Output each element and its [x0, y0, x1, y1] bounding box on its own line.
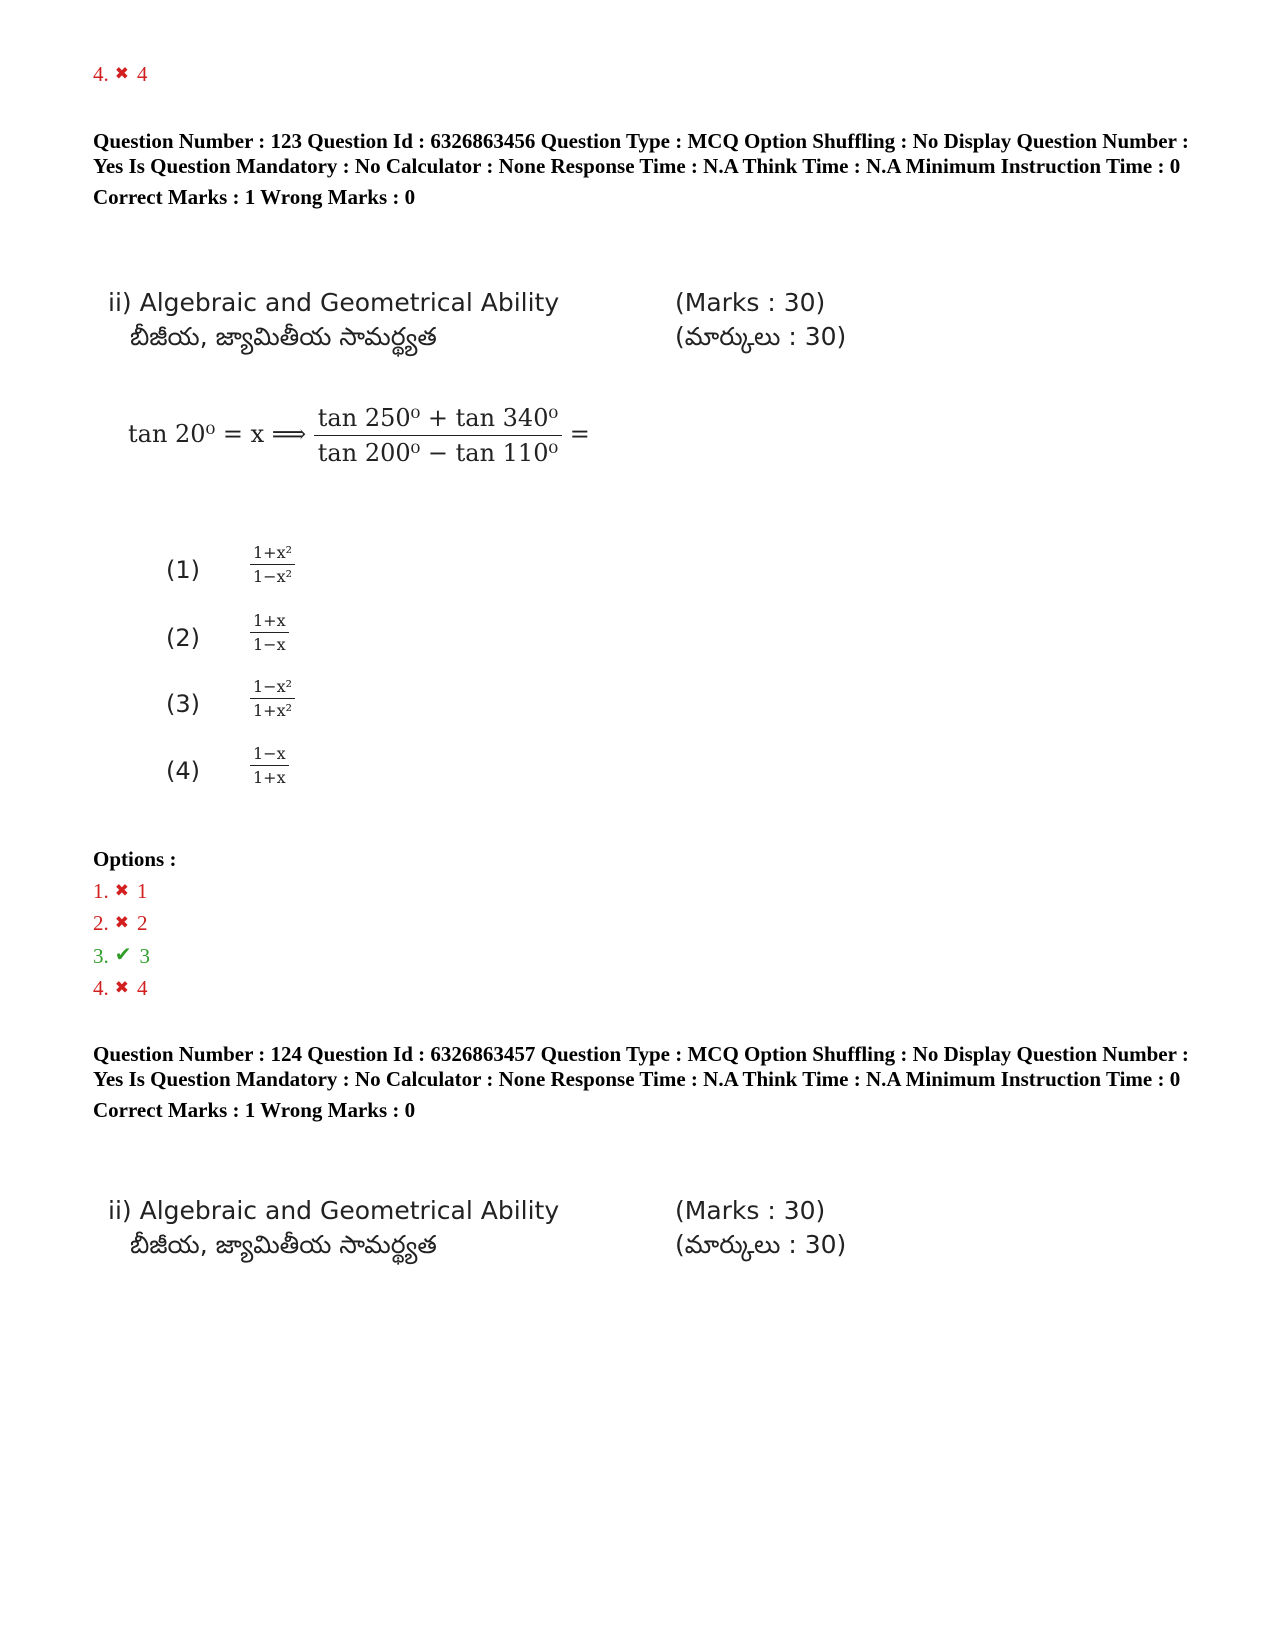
section-title: ii) Algebraic and Geometrical Ability	[108, 288, 560, 317]
choice-fraction-2	[250, 611, 289, 654]
question-124-meta	[93, 1042, 1203, 1123]
choice-label-1: (1)	[166, 556, 200, 584]
section-title: ii) Algebraic and Geometrical Ability	[108, 1196, 560, 1225]
choice-denominator: 1−x²	[250, 564, 295, 586]
choice-denominator: 1−x	[250, 632, 289, 654]
choice-fraction-3	[250, 677, 295, 720]
section-title-telugu: బీజీయ, జ్యామితీయ సామర్థ్యత	[130, 322, 437, 351]
marks-line: Correct Marks : 1 Wrong Marks : 0	[93, 185, 416, 209]
section-marks: (Marks : 30)	[675, 1196, 826, 1225]
question-123-meta	[93, 129, 1203, 210]
option-4	[93, 976, 148, 1000]
choice-numerator: 1+x²	[253, 543, 293, 562]
section-marks: (Marks : 30)	[675, 288, 826, 317]
option-3	[93, 943, 150, 968]
cross-icon: ✖	[114, 978, 129, 997]
option-value: 1	[137, 879, 148, 903]
choice-fraction-1	[250, 543, 295, 586]
options-label: Options :	[93, 847, 177, 871]
choice-fraction-4	[250, 744, 289, 787]
option-number: 1.	[93, 879, 109, 903]
option-value: 4	[137, 62, 148, 86]
option-1	[93, 879, 148, 903]
question-meta-line: Question Number : 123 Question Id : 6326863456 Question Type : MCQ Option Shuffling : No Display Question Number : Yes Is Question Mandatory : No Calculator : None Response Time : N.A Think Time : N.A Minimum Instruction Time : 0	[93, 129, 1189, 178]
choice-label-3: (3)	[166, 690, 200, 718]
question-meta-line: Question Number : 124 Question Id : 6326863457 Question Type : MCQ Option Shuffling : No Display Question Number : Yes Is Question Mandatory : No Calculator : None Response Time : N.A Think Time : N.A Minimum Instruction Time : 0	[93, 1042, 1189, 1091]
equation-numerator: tan 250⁰ + tan 340⁰	[317, 404, 559, 432]
section-marks-telugu: (మార్కులు : 30)	[675, 322, 847, 351]
section-marks-telugu: (మార్కులు : 30)	[675, 1230, 847, 1259]
option-2	[93, 911, 148, 935]
option-4-prev	[93, 62, 148, 86]
choice-label-2: (2)	[166, 624, 200, 652]
marks-line: Correct Marks : 1 Wrong Marks : 0	[93, 1098, 416, 1122]
choice-numerator: 1−x²	[253, 677, 293, 696]
equation-denominator: tan 200⁰ − tan 110⁰	[314, 435, 562, 467]
choice-denominator: 1+x²	[250, 698, 295, 720]
section-title-telugu: బీజీయ, జ్యామితీయ సామర్థ్యత	[130, 1230, 437, 1259]
check-icon: ✔	[114, 944, 132, 966]
choice-numerator: 1−x	[253, 744, 286, 763]
option-value: 3	[139, 944, 151, 968]
equation-lhs: tan 20⁰ = x ⟹	[128, 420, 307, 448]
cross-icon: ✖	[114, 881, 129, 900]
equation-fraction	[314, 404, 562, 467]
cross-icon: ✖	[114, 64, 129, 83]
choice-numerator: 1+x	[253, 611, 286, 630]
option-number: 4.	[93, 976, 109, 1000]
question-equation	[128, 404, 590, 467]
choice-label-4: (4)	[166, 757, 200, 785]
option-number: 3.	[93, 944, 109, 968]
option-value: 4	[137, 976, 148, 1000]
cross-icon: ✖	[114, 913, 129, 932]
equation-equals: =	[569, 420, 590, 448]
option-number: 2.	[93, 911, 109, 935]
option-value: 2	[137, 911, 148, 935]
choice-denominator: 1+x	[250, 765, 289, 787]
option-number: 4.	[93, 62, 109, 86]
